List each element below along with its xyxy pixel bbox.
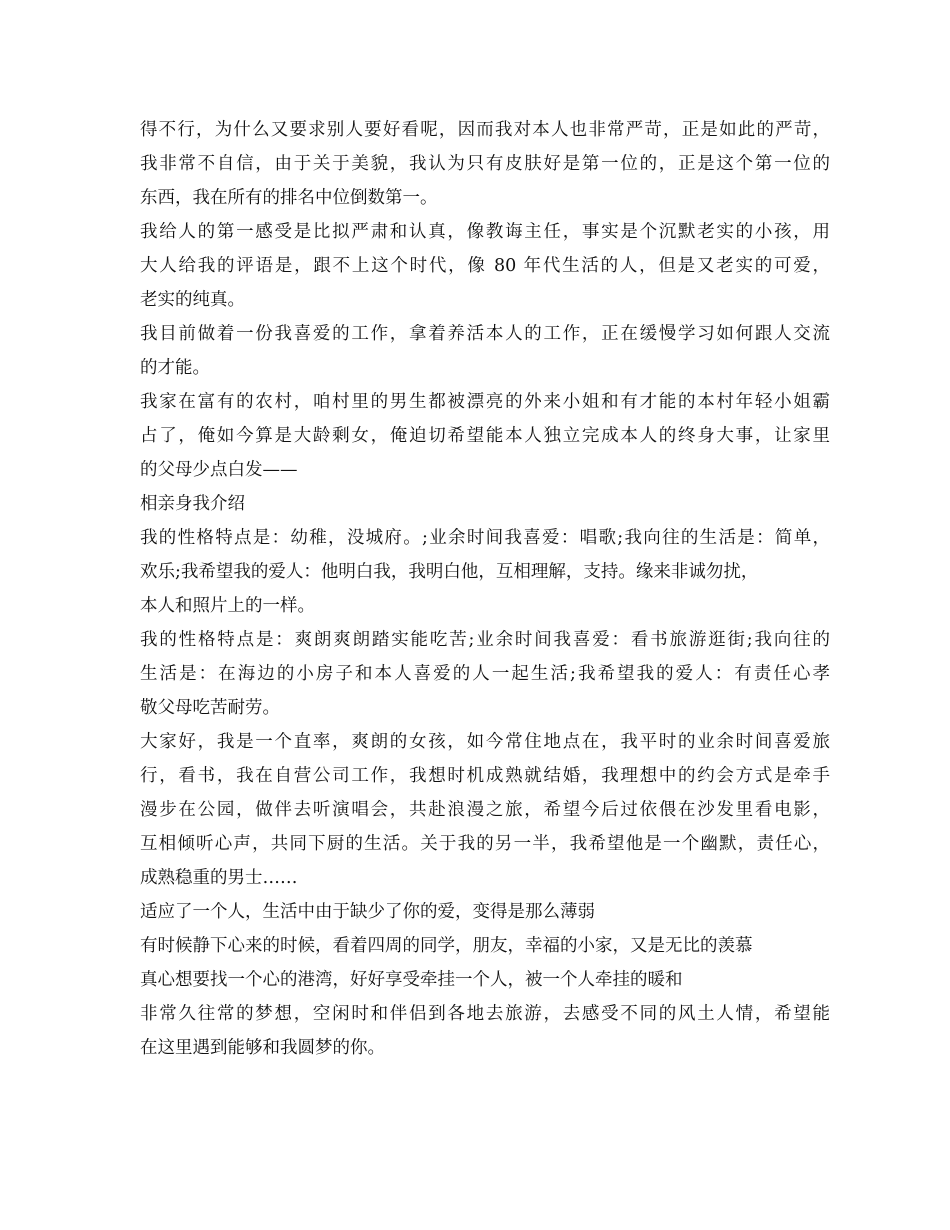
text-line: 本人和照片上的一样。	[140, 596, 315, 616]
text-line: 我非常不自信，由于关于美貌，我认为只有皮肤好是第一位的，正是这个第一位的	[140, 154, 830, 174]
text-line: 在这里遇到能够和我圆梦的你。	[140, 1038, 385, 1058]
text-line: 漫步在公园，做伴去听演唱会，共赴浪漫之旅，希望今后过依偎在沙发里看电影，	[140, 800, 830, 820]
text-line: 生活是：在海边的小房子和本人喜爱的人一起生活;我希望我的爱人：有责任心孝	[140, 664, 830, 684]
text-line: 的父母少点白发——	[140, 460, 298, 480]
text-line: 成熟稳重的男士……	[140, 868, 298, 888]
text-line: 得不行，为什么又要求别人要好看呢，因而我对本人也非常严苛，正是如此的严苛，	[140, 120, 830, 140]
text-line: 大家好，我是一个直率，爽朗的女孩，如今常住地点在，我平时的业余时间喜爱旅	[140, 732, 830, 752]
text-line: 互相倾听心声，共同下厨的生活。关于我的另一半，我希望他是一个幽默，责任心，	[140, 834, 830, 854]
text-line: 有时候静下心来的时候，看着四周的同学，朋友，幸福的小家，又是无比的羡慕	[140, 936, 753, 956]
text-line: 大人给我的评语是，跟不上这个时代，像 80 年代生活的人，但是又老实的可爱，	[140, 256, 830, 276]
text-line: 东西，我在所有的排名中位倒数第一。	[140, 188, 438, 208]
text-line: 适应了一个人，生活中由于缺少了你的爱，变得是那么薄弱	[140, 902, 595, 922]
text-line: 我的性格特点是：幼稚，没城府。;业余时间我喜爱：唱歌;我向往的生活是：简单，	[140, 528, 830, 548]
text-line: 我家在富有的农村，咱村里的男生都被漂亮的外来小姐和有才能的本村年轻小姐霸	[140, 392, 830, 412]
document-body	[140, 113, 830, 1065]
text-line: 的才能。	[140, 358, 210, 378]
text-line: 我的性格特点是：爽朗爽朗踏实能吃苦;业余时间我喜爱：看书旅游逛街;我向往的	[140, 630, 830, 650]
text-line: 行，看书，我在自营公司工作，我想时机成熟就结婚，我理想中的约会方式是牵手	[140, 766, 830, 786]
text-line: 老实的纯真。	[140, 290, 245, 310]
text-line: 占了，俺如今算是大龄剩女，俺迫切希望能本人独立完成本人的终身大事，让家里	[140, 426, 830, 446]
text-line: 相亲身我介绍	[140, 494, 245, 514]
text-line: 非常久往常的梦想，空闲时和伴侣到各地去旅游，去感受不同的风土人情，希望能	[140, 1004, 830, 1024]
text-line: 真心想要找一个心的港湾，好好享受牵挂一个人，被一个人牵挂的暖和	[140, 970, 683, 990]
text-line: 欢乐;我希望我的爱人：他明白我，我明白他，互相理解，支持。缘来非诚勿扰，	[140, 562, 759, 582]
text-line: 敬父母吃苦耐劳。	[140, 698, 280, 718]
text-line: 我给人的第一感受是比拟严肃和认真，像教诲主任，事实是个沉默老实的小孩，用	[140, 222, 830, 242]
text-line: 我目前做着一份我喜爱的工作，拿着养活本人的工作，正在缓慢学习如何跟人交流	[140, 324, 830, 344]
